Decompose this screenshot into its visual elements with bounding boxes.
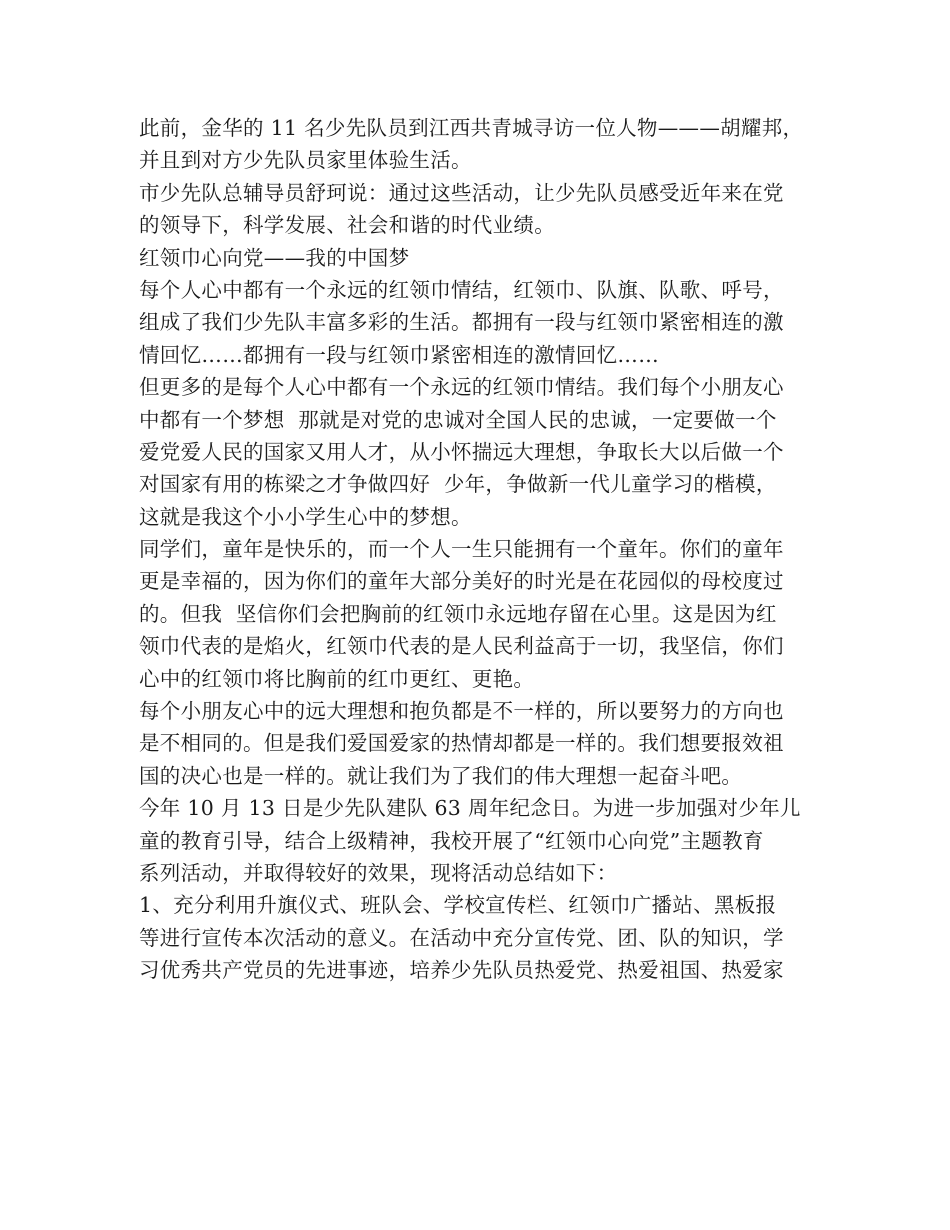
paragraph-visit bbox=[139, 112, 819, 177]
paragraph-counselor-quote bbox=[139, 177, 819, 242]
text-line: 国的决心也是一样的。就让我们为了我们的伟大理想一起奋斗吧。 bbox=[139, 763, 743, 788]
text-line: 1、充分利用升旗仪式、班队会、学校宣传栏、红领巾广播站、黑板报 bbox=[139, 893, 777, 918]
heading-line: 红领巾心向党——我的中国梦 bbox=[139, 245, 410, 270]
paragraph-dream bbox=[139, 371, 819, 533]
paragraph-ideals bbox=[139, 695, 819, 792]
text-line: 此前，金华的 11 名少先队员到江西共青城寻访一位人物———胡耀邦， bbox=[139, 116, 804, 140]
document-body bbox=[139, 112, 819, 987]
text-line: 这就是我这个小小学生心中的梦想。 bbox=[139, 504, 472, 529]
text-line: 习优秀共产党员的先进事迹，培养少先队员热爱党、热爱祖国、热爱家 bbox=[139, 958, 784, 983]
text-line: 并且到对方少先队员家里体验生活。 bbox=[139, 148, 472, 173]
text-line: 是不相同的。但是我们爱国爱家的热情却都是一样的。我们想要报效祖 bbox=[139, 731, 784, 756]
text-line: 中都有一个梦想 那就是对党的忠诚对全国人民的忠诚，一定要做一个 bbox=[139, 407, 777, 432]
text-line: 领巾代表的是焰火，红领巾代表的是人民利益高于一切，我坚信，你们 bbox=[139, 634, 784, 659]
text-line: 的领导下，科学发展、社会和谐的时代业绩。 bbox=[139, 213, 555, 238]
paragraph-item-1 bbox=[139, 889, 819, 986]
text-line: 组成了我们少先队丰富多彩的生活。都拥有一段与红领巾紧密相连的激 bbox=[139, 310, 784, 335]
text-line: 对国家有用的栋梁之才争做四好 少年，争做新一代儿童学习的楷模， bbox=[139, 472, 777, 497]
section-heading bbox=[139, 242, 819, 274]
text-line: 系列活动，并取得较好的效果，现将活动总结如下： bbox=[139, 860, 618, 885]
paragraph-childhood bbox=[139, 533, 819, 695]
text-line: 的。但我 坚信你们会把胸前的红领巾永远地存留在心里。这是因为红 bbox=[139, 601, 777, 626]
text-line: 等进行宣传本次活动的意义。在活动中充分宣传党、团、队的知识，学 bbox=[139, 925, 784, 950]
paragraph-anniversary bbox=[139, 792, 819, 889]
text-line: 同学们，童年是快乐的，而一个人一生只能拥有一个童年。你们的童年 bbox=[139, 537, 784, 562]
text-line: 童的教育引导，结合上级精神，我校开展了“红领巾心向党”主题教育 bbox=[139, 828, 764, 853]
paragraph-red-scarf-feeling bbox=[139, 274, 819, 371]
text-line: 但更多的是每个人心中都有一个永远的红领巾情结。我们每个小朋友心 bbox=[139, 375, 784, 400]
text-line: 市少先队总辅导员舒珂说：通过这些活动，让少先队员感受近年来在党 bbox=[139, 180, 784, 205]
text-line: 更是幸福的，因为你们的童年大部分美好的时光是在花园似的母校度过 bbox=[139, 569, 784, 594]
text-line: 心中的红领巾将比胸前的红巾更红、更艳。 bbox=[139, 666, 535, 691]
text-line: 情回忆……都拥有一段与红领巾紧密相连的激情回忆…… bbox=[139, 342, 659, 367]
text-line: 每个人心中都有一个永远的红领巾情结，红领巾、队旗、队歌、呼号， bbox=[139, 277, 784, 302]
text-line: 今年 10 月 13 日是少先队建队 63 周年纪念日。为进一步加强对少年儿 bbox=[139, 796, 801, 821]
text-line: 爱党爱人民的国家又用人才，从小怀揣远大理想，争取长大以后做一个 bbox=[139, 439, 784, 464]
text-line: 每个小朋友心中的远大理想和抱负都是不一样的，所以要努力的方向也 bbox=[139, 699, 784, 724]
